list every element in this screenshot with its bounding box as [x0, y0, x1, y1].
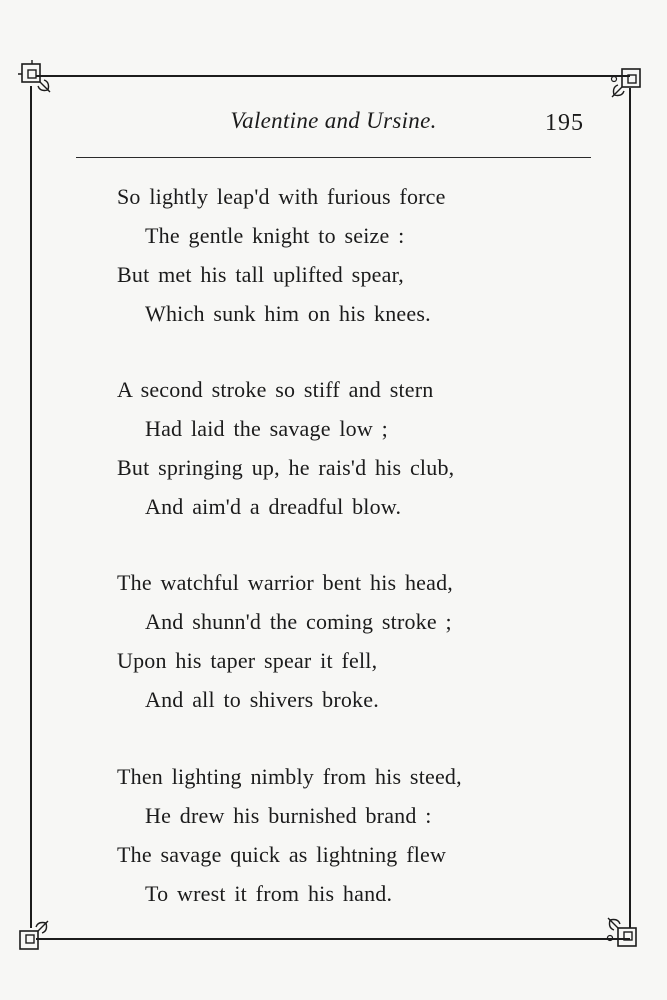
verse-line: Had laid the savage low ;	[145, 416, 388, 441]
verse-line: The savage quick as lightning flew	[117, 842, 447, 867]
frame-border-right	[629, 88, 631, 928]
verse-line: He drew his burnished brand :	[145, 803, 432, 828]
corner-ornament-icon	[16, 58, 56, 98]
verse-line: Upon his taper spear it fell,	[117, 648, 378, 673]
corner-ornament-icon	[604, 912, 644, 952]
corner-ornament-icon	[12, 915, 52, 955]
verse-line: The watchful warrior bent his head,	[117, 570, 453, 595]
verse-line: And aim'd a dreadful blow.	[145, 494, 402, 519]
verse-line: Then lighting nimbly from his steed,	[117, 764, 462, 789]
header-rule	[76, 157, 591, 158]
verse-line: To wrest it from his hand.	[145, 881, 393, 906]
frame-border-left	[30, 86, 32, 928]
verse-line: A second stroke so stiff and stern	[117, 377, 434, 402]
verse-line: But springing up, he rais'd his club,	[117, 455, 455, 480]
running-header-title: Valentine and Ursine.	[230, 108, 437, 133]
verse-line: But met his tall uplifted spear,	[117, 262, 404, 287]
verse-line: And shunn'd the coming stroke ;	[145, 609, 452, 634]
frame-border-top	[36, 75, 630, 77]
verse-line: And all to shivers broke.	[145, 687, 379, 712]
verse-line: Which sunk him on his knees.	[145, 301, 431, 326]
verse-line: So lightly leap'd with furious force	[117, 184, 446, 209]
frame-border-bottom	[36, 938, 630, 940]
verse-line: The gentle knight to seize :	[145, 223, 405, 248]
page-number: 195	[545, 110, 584, 136]
corner-ornament-icon	[608, 63, 648, 103]
